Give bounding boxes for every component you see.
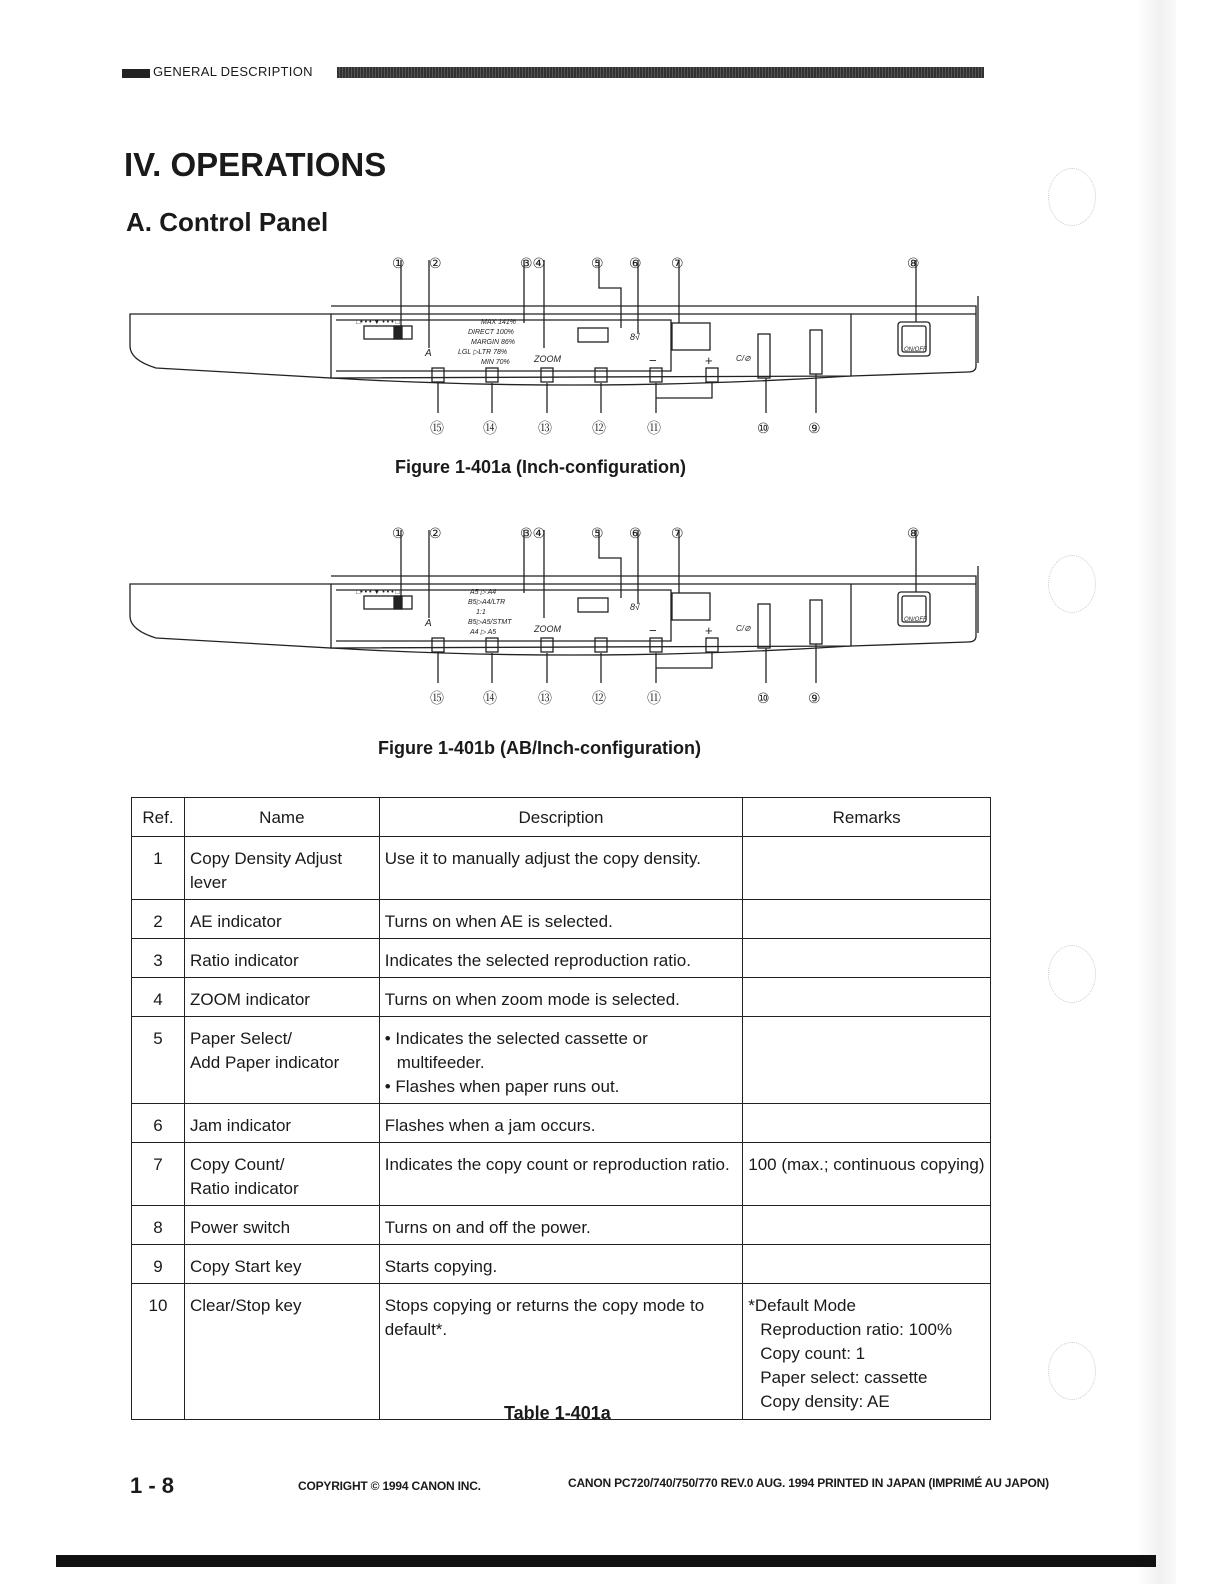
cell-remarks xyxy=(743,1206,991,1245)
cell-ref: 3 xyxy=(132,939,185,978)
ae-key xyxy=(432,638,444,652)
name-line: lever xyxy=(189,873,227,892)
cell-description xyxy=(379,1017,742,1104)
ae-label: A xyxy=(425,348,432,359)
column-header-remarks: Remarks xyxy=(743,798,991,837)
paper-select-icon xyxy=(578,328,608,342)
cell-name xyxy=(184,1245,379,1284)
copyright-notice: COPYRIGHT © 1994 CANON INC. xyxy=(298,1479,481,1493)
header-block-marker xyxy=(122,69,150,78)
callout-10: ⑩ xyxy=(757,421,770,437)
paper-select-icon xyxy=(578,598,608,612)
column-header-name: Name xyxy=(184,798,379,837)
cell-ref: 6 xyxy=(132,1104,185,1143)
ratio-label-2: DIRECT 100% xyxy=(468,329,514,336)
panel-right-section xyxy=(851,314,976,376)
description-line: Turns on when zoom mode is selected. xyxy=(384,990,680,1009)
plus-key xyxy=(706,368,718,382)
cell-name xyxy=(184,1284,379,1420)
control-panel-figure-ab-inch xyxy=(126,518,984,718)
publication-info: CANON PC720/740/750/770 REV.0 AUG. 1994 PRINTED IN JAPAN (IMPRIMÉ AU JAPON) xyxy=(568,1476,1049,1490)
scan-bottom-bar xyxy=(56,1555,1156,1567)
cell-description xyxy=(379,900,742,939)
cell-name xyxy=(184,900,379,939)
callout-1: ① xyxy=(392,256,405,272)
ratio-label-4: B5▷A5/STMT xyxy=(468,619,512,626)
figure-caption-2: Figure 1-401b (AB/Inch-configuration) xyxy=(378,738,702,758)
plus-label: + xyxy=(705,353,713,368)
cell-remarks xyxy=(743,900,991,939)
ae-key xyxy=(432,368,444,382)
column-header-ref: Ref. xyxy=(132,798,185,837)
paper-select-key xyxy=(595,638,607,652)
copy-start-key xyxy=(810,330,822,374)
name-line: Paper Select/ xyxy=(189,1029,293,1048)
cell-ref: 2 xyxy=(132,900,185,939)
table-caption: Table 1-401a xyxy=(504,1403,611,1423)
copy-count-display xyxy=(672,323,710,350)
description-line: Stops copying or returns the copy mode to default*. xyxy=(384,1296,705,1339)
zoom-key xyxy=(541,368,553,382)
table-row xyxy=(132,978,991,1017)
plus-label: + xyxy=(705,623,713,638)
description-line: Indicates the selected reproduction ratio. xyxy=(384,951,691,970)
density-lever-knob xyxy=(394,596,402,609)
ratio-label-3: MARGIN 86% xyxy=(471,339,515,346)
section-title: A. Control Panel xyxy=(126,207,329,237)
name-line: Add Paper indicator xyxy=(189,1053,340,1072)
callout-9: ⑨ xyxy=(808,691,821,707)
remarks-line: Copy count: 1 xyxy=(760,1344,866,1363)
control-panel-diagram xyxy=(126,248,984,448)
callout-11: ⑪ xyxy=(647,691,661,707)
name-line: Copy Density Adjust xyxy=(189,849,343,868)
zoom-label: ZOOM xyxy=(534,624,561,634)
panel-right-section xyxy=(851,584,976,646)
table-row xyxy=(132,1143,991,1206)
power-label: ON/OFF xyxy=(904,617,927,623)
panel-top-edge xyxy=(331,306,976,314)
description-line: Turns on when AE is selected. xyxy=(384,912,613,931)
name-line: Power switch xyxy=(189,1218,291,1237)
minus-label: − xyxy=(649,353,657,368)
cell-remarks xyxy=(743,978,991,1017)
density-slider xyxy=(364,596,412,609)
cell-description xyxy=(379,1104,742,1143)
cell-ref: 4 xyxy=(132,978,185,1017)
density-lever-knob xyxy=(394,326,402,339)
cell-remarks xyxy=(743,1143,991,1206)
clear-stop-label: C/⊘ xyxy=(736,354,751,363)
table-row xyxy=(132,939,991,978)
description-line: Use it to manually adjust the copy density. xyxy=(384,849,701,868)
callout-5: ⑤ xyxy=(591,526,604,542)
punch-hole-mark xyxy=(1048,945,1096,1003)
name-line: Ratio indicator xyxy=(189,951,299,970)
punch-hole-mark xyxy=(1048,168,1096,226)
control-panel-figure-inch xyxy=(126,248,984,448)
cell-remarks xyxy=(743,939,991,978)
table-body xyxy=(132,837,991,1420)
column-header-description: Description xyxy=(379,798,742,837)
callout-10: ⑩ xyxy=(757,691,770,707)
ratio-key xyxy=(486,638,498,652)
callout-8: ⑧ xyxy=(907,256,920,272)
table-header-row xyxy=(132,798,991,837)
description-line: Flashes when a jam occurs. xyxy=(384,1116,596,1135)
cell-description xyxy=(379,1245,742,1284)
scan-edge-shadow xyxy=(1136,0,1176,1584)
ratio-label-3: 1:1 xyxy=(476,609,486,616)
density-slider xyxy=(364,326,412,339)
cell-remarks xyxy=(743,837,991,900)
cell-ref: 5 xyxy=(132,1017,185,1104)
minus-key xyxy=(650,638,662,652)
callout-2: ② xyxy=(429,526,442,542)
cell-name xyxy=(184,939,379,978)
callout-14: ⑭ xyxy=(483,691,497,707)
running-header xyxy=(122,66,984,80)
remarks-line: 100 (max.; continuous copying) xyxy=(748,1155,985,1174)
ae-label: A xyxy=(425,618,432,629)
ratio-label-1: MAX 141% xyxy=(481,319,517,326)
control-panel-diagram xyxy=(126,518,984,718)
callout-3-4: ③④ xyxy=(520,526,546,542)
cell-remarks xyxy=(743,1284,991,1420)
chapter-title: IV. OPERATIONS xyxy=(124,146,387,183)
description-line: • Flashes when paper runs out. xyxy=(384,1077,620,1096)
ratio-label-1: A5 ▷ A4 xyxy=(470,589,497,596)
callout-8: ⑧ xyxy=(907,526,920,542)
cell-description xyxy=(379,978,742,1017)
callout-5: ⑤ xyxy=(591,256,604,272)
page-number: 1 - 8 xyxy=(130,1473,175,1498)
ratio-label-5: MIN 70% xyxy=(481,359,510,366)
name-line: Ratio indicator xyxy=(189,1179,299,1198)
remarks-line: Paper select: cassette xyxy=(760,1368,928,1387)
description-line: Starts copying. xyxy=(384,1257,498,1276)
header-rule xyxy=(337,67,984,78)
callout-7: ⑦ xyxy=(671,256,684,272)
jam-icon: 8√ xyxy=(630,602,640,612)
table-row xyxy=(132,1104,991,1143)
panel-left-wing xyxy=(130,584,331,648)
density-scale-label: □• • • ▼ • • • □ xyxy=(356,589,400,596)
cell-remarks xyxy=(743,1017,991,1104)
callout-3-4: ③④ xyxy=(520,256,546,272)
callout-12: ⑫ xyxy=(592,691,606,707)
minus-key xyxy=(650,368,662,382)
punch-hole-mark xyxy=(1048,1342,1096,1400)
callout-9: ⑨ xyxy=(808,421,821,437)
cell-name xyxy=(184,1143,379,1206)
table-row xyxy=(132,900,991,939)
density-scale-label: □• • • ▼ • • • □ xyxy=(356,319,400,326)
cell-name xyxy=(184,1206,379,1245)
cell-ref: 9 xyxy=(132,1245,185,1284)
cell-description xyxy=(379,939,742,978)
plus-key xyxy=(706,638,718,652)
panel-main-body xyxy=(331,584,851,648)
name-line: Clear/Stop key xyxy=(189,1296,302,1315)
callout-15: ⑮ xyxy=(430,421,444,437)
remarks-line: *Default Mode xyxy=(748,1296,856,1315)
control-panel-table xyxy=(131,797,991,1420)
clear-stop-key xyxy=(758,604,770,648)
ratio-label-4: LGL ▷LTR 78% xyxy=(458,349,508,356)
panel-top-edge xyxy=(331,576,976,584)
name-line: AE indicator xyxy=(189,912,282,931)
table-row xyxy=(132,837,991,900)
callout-11: ⑪ xyxy=(647,421,661,437)
name-line: Jam indicator xyxy=(189,1116,292,1135)
cell-ref: 8 xyxy=(132,1206,185,1245)
callout-7: ⑦ xyxy=(671,526,684,542)
panel-main-body xyxy=(331,314,851,378)
cell-name xyxy=(184,978,379,1017)
cell-name xyxy=(184,1017,379,1104)
callout-2: ② xyxy=(429,256,442,272)
clear-stop-label: C/⊘ xyxy=(736,624,751,633)
ratio-label-5: A4 ▷ A5 xyxy=(470,629,497,636)
jam-icon: 8√ xyxy=(630,332,640,342)
minus-label: − xyxy=(649,623,657,638)
remarks-line: Copy density: AE xyxy=(760,1392,890,1411)
cell-description xyxy=(379,1284,742,1420)
table-row xyxy=(132,1245,991,1284)
cell-description xyxy=(379,837,742,900)
cell-ref: 10 xyxy=(132,1284,185,1420)
panel-left-wing xyxy=(130,314,331,378)
copy-start-key xyxy=(810,600,822,644)
punch-hole-mark xyxy=(1048,555,1096,613)
cell-name xyxy=(184,1104,379,1143)
cell-remarks xyxy=(743,1104,991,1143)
cell-name xyxy=(184,837,379,900)
power-label: ON/OFF xyxy=(904,347,927,353)
cell-description xyxy=(379,1206,742,1245)
cell-remarks xyxy=(743,1245,991,1284)
callout-1: ① xyxy=(392,526,405,542)
callout-6: ⑥ xyxy=(629,526,642,542)
zoom-label: ZOOM xyxy=(534,354,561,364)
name-line: Copy Start key xyxy=(189,1257,302,1276)
copy-count-display xyxy=(672,593,710,620)
callout-13: ⑬ xyxy=(538,421,552,437)
ratio-label-2: B5▷A4/LTR xyxy=(468,599,506,606)
table-row xyxy=(132,1017,991,1104)
header-section-label: GENERAL DESCRIPTION xyxy=(153,64,317,79)
remarks-line: Reproduction ratio: 100% xyxy=(760,1320,953,1339)
name-line: ZOOM indicator xyxy=(189,990,310,1009)
cell-ref: 1 xyxy=(132,837,185,900)
description-line: Indicates the copy count or reproduction ratio. xyxy=(384,1155,730,1174)
callout-14: ⑭ xyxy=(483,421,497,437)
name-line: Copy Count/ xyxy=(189,1155,285,1174)
description-line: • Indicates the selected cassette or multifeeder. xyxy=(384,1029,648,1072)
callout-6: ⑥ xyxy=(629,256,642,272)
cell-ref: 7 xyxy=(132,1143,185,1206)
table-row xyxy=(132,1206,991,1245)
callout-13: ⑬ xyxy=(538,691,552,707)
ratio-key xyxy=(486,368,498,382)
figure-caption-1: Figure 1-401a (Inch-configuration) xyxy=(395,457,687,477)
clear-stop-key xyxy=(758,334,770,378)
callout-12: ⑫ xyxy=(592,421,606,437)
table-row xyxy=(132,1284,991,1420)
cell-description xyxy=(379,1143,742,1206)
zoom-key xyxy=(541,638,553,652)
description-line: Turns on and off the power. xyxy=(384,1218,591,1237)
callout-15: ⑮ xyxy=(430,691,444,707)
paper-select-key xyxy=(595,368,607,382)
